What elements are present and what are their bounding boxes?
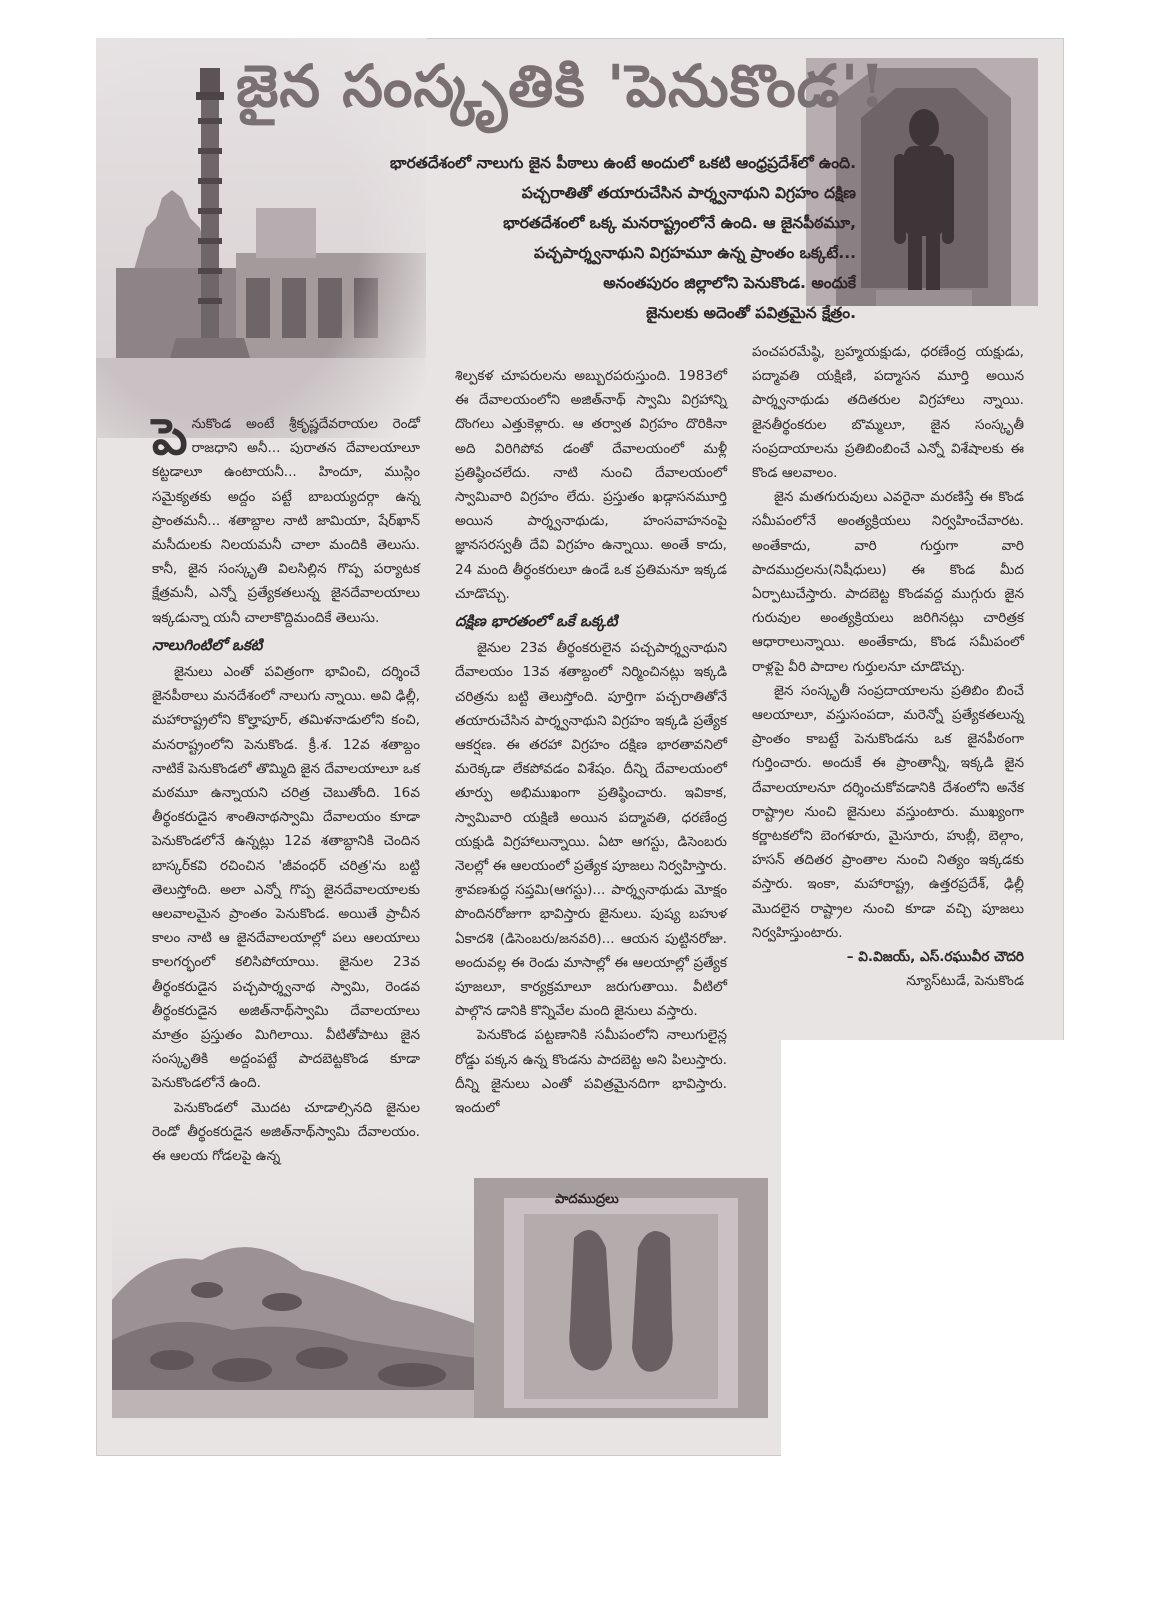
paragraph <box>152 408 420 630</box>
byline-place: న్యూస్‌టుడే, పెనుకొండ <box>906 973 1024 990</box>
lead-line: అనంతపురం జిల్లాలోని పెనుకొండ. అందుకే <box>603 274 856 292</box>
lead-line: భారతదేశంలో ఒక్క మనరాష్ట్రంలోనే ఉంది. ఆ జైనపీఠమూ, <box>503 214 856 232</box>
byline: – వి.విజయ్, ఎస్.రఘువీర చౌదరి <box>846 949 1024 966</box>
paragraph-text: నుకొండ అంటే శ్రీకృష్ణదేవరాయల రెండో రాజధాని అనీ... పురాతన దేవాలయాలూ కట్టడాలూ ఉంటాయనీ... హిందూ, ముస్లిం సమైక్యతకు అద్దం పట్టే బాబయ్యదర్గా ఉన్న ప్రాంతమనీ... శతాబ్దాల నాటి జామియా, షేర్‌ఖాన్ మసీదులకు నిలయమనీ చాలా మందికి తెలుసు. కానీ, జైన సంస్కృతి విలసిల్లిన గొప్ప పర్యాటక క్షేత్రమనీ, ఎన్నో ప్రత్యేకతలున్న జైనదేవాలయాలు ఇక్కడున్నా యనీ చాలాకొద్దిమందికే తెలుసు. <box>152 416 420 626</box>
article-column-1 <box>152 408 420 1168</box>
lead-line: జైనులకు అదెంతో పవిత్రమైన క్షేత్రం. <box>646 304 856 322</box>
clipping-cutout <box>781 1040 1071 1460</box>
paragraph: శిల్పకళ చూపరులను అబ్బురపరుస్తుంది. 1983లో ఈ దేవాలయంలోని అజిత్‌నాథ్ స్వామి విగ్రహాన్ని దొంగలు ఎత్తుకెళ్లారు. ఆ తర్వాత విగ్రహం దొరికినా అది విరిగిపోవ డంతో దేవాలయంలో మళ్లీ ప్రతిష్ఠించలేదు. నాటి నుంచి దేవాలయంలో స్వామివారి విగ్రహం లేదు. ప్రస్తుతం ఖడ్గాసనమూర్తి అయిన పార్శ్వనాథుడు, హంసవాహనంపై జ్ఞానసరస్వతీ దేవి విగ్రహం ఉన్నాయి. అంతే కాదు, 24 మంది తీర్థంకరులూ ఉండే ఒక ప్రతిమనూ ఇక్కడ చూడొచ్చు. <box>455 368 727 602</box>
paragraph: జైనుల 23వ తీర్థంకరులైన పచ్చపార్శ్వనాథుని దేవాలయం 13వ శతాబ్దంలో నిర్మించినట్లు ఇక్కడి చరిత్రను బట్టి తెలుస్తోంది. పూర్తిగా పచ్చరాతితోనే తయారుచేసిన పార్శ్వనాథుని విగ్రహం ఇక్కడి ప్రత్యేక ఆకర్షణ. ఈ తరహా విగ్రహం దక్షిణ భారతావనిలో మరెక్కడా లేకపోవడం విశేషం. దీన్ని దేవాలయంలో తూర్పు అభిముఖంగా ప్రతిష్ఠించారు. ఇవికాక, స్వామివారి యక్షిణి అయిన పద్మావతి, ధరణేంద్ర యక్షుడి విగ్రహాలున్నాయి. ఏటా ఆగస్టు, డిసెంబరు నెలల్లో ఈ ఆలయంలో ప్రత్యేక పూజలు నిర్వహిస్తారు. శ్రావణశుద్ధ సప్తమి(ఆగస్టు)... పార్శ్వనాథుడు మోక్షం పొందినరోజుగా భావిస్తారు జైనులు. పుష్య బహుళ ఏకాదశి (డిసెంబరు/జనవరి)... ఆయన పుట్టినరోజు. అందువల్ల ఈ రెండు మాసాల్లో ఈ ఆలయాల్లో ప్రత్యేక పూజలూ, కార్యక్రమాలూ జరుగుతాయి. వీటిలో పాల్గొన డానికి కొన్నివేల మంది జైనులు వస్తారు. <box>455 640 727 1020</box>
lead-line: పచ్చరాతితో తయారుచేసిన పార్శ్వనాథుని విగ్రహం దక్షిణ <box>521 184 856 202</box>
hill-rocks-photo <box>112 1190 492 1418</box>
paragraph: పెనుకొండ పట్టణానికి సమీపంలోని నాలుగులైన్ల రోడ్డు పక్కన ఉన్న కొండను పాదబెట్ట అని పిలుస్తారు. దీన్ని జైనులు ఎంతో పవిత్రమైనదిగా భావిస్తారు. ఇందులో <box>455 1027 727 1117</box>
photo-caption: పాదముద్రలు <box>555 1192 619 1207</box>
subheading: దక్షిణ భారతంలో ఒకే ఒక్కటి <box>455 612 618 631</box>
paragraph: జైనులు ఎంతో పవిత్రంగా భావించి, దర్శించే జైనపీఠాలు మనదేశంలో నాలుగు న్నాయి. అవి ఢిల్లీ, మహారాష్ట్రలోని కొల్హాపూర్, తమిళనాడులోని కంచి, మనరాష్ట్రంలోని పెనుకొండ. క్రీ.శ. 12వ శతాబ్దం నాటికే పెనుకొండలో తొమ్మిది జైన దేవాలయాలూ ఒక మఠమూ ఉన్నాయని చరిత్ర చెబుతోంది. 16వ తీర్థంకరుడైన శాంతినాథస్వామి దేవాలయం కూడా పెనుకొండలోనే ఉన్నట్లు 12వ శతాబ్దానికి చెందిన బాస్కర్‌కవి రచించిన 'జీవంధర్ చరిత్ర'ను బట్టి తెలుస్తోంది. అలా ఎన్నో గొప్ప జైనదేవాలయాలకు ఆలవాలమైన ప్రాంతం పెనుకొండ. అయితే ప్రాచీన కాలం నాటి ఆ జైనదేవాలయాల్లో పలు ఆలయాలు కాలగర్భంలో కలిసిపోయాయి. జైనుల 23వ తీర్థంకరుడైన పచ్చపార్శ్వనాథ స్వామి, రెండవ తీర్థంకరుడైన అజిత్‌నాథ్‌స్వామి దేవాలయాలు మాత్రం ప్రస్తుతం మిగిలాయి. వీటితోపాటు జైన సంస్కృతికి అద్దంపట్టే పాదబెట్టకొండ కూడా పెనుకొండలోనే ఉంది. <box>152 664 420 1092</box>
subheading: నాలుగింటిలో ఒకటి <box>152 635 263 654</box>
paragraph: పెనుకొండలో మొదట చూడాల్సినది జైనుల రెండో తీర్థంకరుడైన అజిత్‌నాథ్‌స్వామి దేవాలయం. ఈ ఆలయ గోడలపై ఉన్న <box>152 1099 420 1165</box>
footprints-photo <box>474 1178 768 1418</box>
article-column-3 <box>752 340 1024 993</box>
article-column-2 <box>455 364 727 1120</box>
lead-line: భారతదేశంలో నాలుగు జైన పీఠాలు ఉంటే అందులో ఒకటి ఆంధ్రప్రదేశ్‌లో ఉంది. <box>389 154 856 172</box>
paragraph: జైన మతగురువులు ఎవరైనా మరణిస్తే ఈ కొండ సమీపంలోనే అంత్యక్రియలు నిర్వహించేవారట. అంతేకాదు, వారి గుర్తుగా వారి పాదముద్రలను(నిషీధులు) ఈ కొండ మీద ఏర్పాటుచేస్తారు. పాదబెట్ట కొండవద్ద ముగ్గురు జైన గురువుల అంత్యక్రియలు జరిగినట్లు చారిత్రక ఆధారాలున్నాయి. అంతేకాదు, కొండ సమీపంలో రాళ్లపై వీరి పాదాల గుర్తులనూ చూడొచ్చు. <box>752 489 1024 675</box>
paragraph: జైన సంస్కృతీ సంప్రదాయాలను ప్రతిబిం బించే ఆలయాలూ, వస్తుసంపదా, మరెన్నో ప్రత్యేకతలున్న ప్రాంతం కాబట్టే పెనుకొండను ఒక జైనపీఠంగా గుర్తించారు. అందుకే ఈ ప్రాంతాన్నీ, ఇక్కడి జైన దేవాలయాలనూ దర్శించుకోవడానికి దేశంలోని అనేక రాష్ట్రాల నుంచి జైనులు వస్తుంటారు. ముఖ్యంగా కర్ణాటకలోని బెంగళూరు, మైసూరు, హుబ్లీ, బెల్గాం, హసన్ తదితర ప్రాంతాల నుంచి నిత్యం ఇక్కడకు వస్తారు. ఇంకా, మహారాష్ట్ర, ఉత్తరప్రదేశ్, ఢిల్లీ మొదలైన రాష్ట్రాల నుంచి కూడా వచ్చి పూజలు నిర్వహిస్తుంటారు. <box>752 682 1024 941</box>
paragraph: పంచపరమేష్ఠి, బ్రహ్మయక్షుడు, ధరణేంద్ర యక్షుడు, పద్మావతి యక్షిణి, పద్మాసన మూర్తి అయిన పార్శ్వనాథుడు తదితరుల విగ్రహాలు న్నాయి. జైనతీర్థంకరుల బొమ్మలూ, జైన సంస్కృతీ సంప్రదాయాలను ప్రతిబింబించే ఎన్నో విశేషాలకు ఈ కొండ ఆలవాలం. <box>752 344 1024 482</box>
article-lead <box>296 148 856 328</box>
lead-line: పచ్చపార్శ్వనాథుని విగ్రహమూ ఉన్న ప్రాంతం ఒక్కటే... <box>534 244 856 262</box>
dropcap: పె <box>152 408 188 466</box>
article-headline: జైన సంస్కృతికి 'పెనుకొండ'! <box>236 52 886 120</box>
